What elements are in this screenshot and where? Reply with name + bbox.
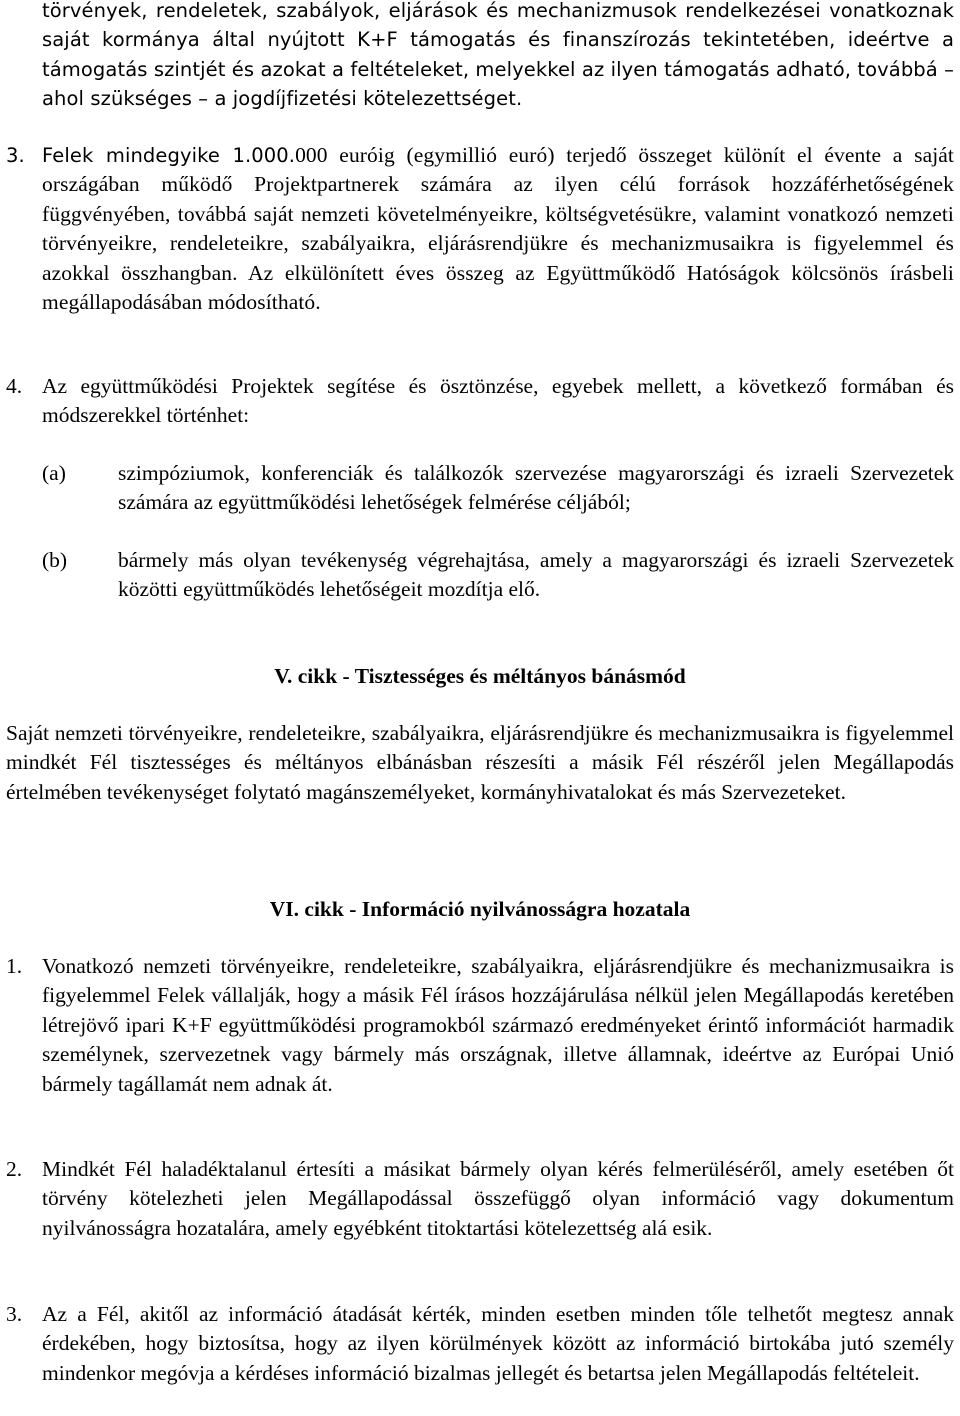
paragraph-3 <box>0 141 960 317</box>
paragraph-number: 1. <box>6 954 23 978</box>
fragment-paragraph <box>42 0 954 114</box>
article-5-text: Saját nemzeti törvényeikre, rendeleteikre, szabályaikra, eljárásrendjükre és mechanizmusaikra is figyelemmel mindkét Fél tisztességes és méltányos elbánásban részesíti a másik Fél részéről jelen Megállapodás értelmében tevékenységet folytató magánszemélyeket, kormányhivatalokat és más Szervezeteket. <box>6 721 954 804</box>
list-item-letter: (a) <box>42 461 66 485</box>
list-item-text: szimpóziumok, konferenciák és találkozók szervezése magyarországi és izraeli Szervezetek számára az együttműködési lehetőségek felmérése céljából; <box>118 461 954 515</box>
list-item-letter: (b) <box>42 548 68 572</box>
paragraph-4 <box>0 372 960 431</box>
paragraph-text: Mindkét Fél haladéktalanul értesíti a másikat bármely olyan kérés felmerüléséről, amely esetében őt törvény kötelezheti jelen Megállapodással összefüggő olyan információ vagy dokumentum nyilvánosságra hozatalára, amely egyébként titoktartási kötelezettség alá esik. <box>42 1157 954 1240</box>
article-6-paragraph <box>0 1300 960 1388</box>
article-6-paragraph <box>0 1155 960 1243</box>
paragraph-3-text: 000 euróig (egymillió euró) terjedő összeget különít el évente a saját országában működő Projektpartnerek számára az ilyen célú források hozzáférhetőségének függvényében, továbbá saját nemzeti követelményeikre, költségvetésükre, valamint vonatkozó nemzeti törvényeikre, rendeleteikre, szabályaikra, eljárásrendjükre és mechanizmusaikra is figyelemmel és azokkal összhangban. Az elkülönített éves összeg az Együttműködő Hatóságok kölcsönös írásbeli megállapodásában módosítható. <box>42 143 954 315</box>
paragraph-3-sans-part: Felek mindegyike 1.000. <box>42 144 296 167</box>
paragraph-text: Az a Fél, akitől az információ átadását kérték, minden esetben minden tőle telhetőt megtesz annak érdekében, hogy biztosítsa, hogy az ilyen körülmények között az információ birtokába jutó személy mindenkor megóvja a kérdéses információ bizalmas jellegét és betartsa jelen Megállapodás feltételeit. <box>42 1302 954 1385</box>
fragment-text: törvények, rendeletek, szabályok, eljárások és mechanizmusok rendelkezései vonatkoznak saját kormánya által nyújtott K+F támogatás és finanszírozás tekintetében, ideértve a támogatás szintjét és azokat a feltételeket, melyekkel az ilyen támogatás adható, továbbá – ahol szükséges – a jogdíjfizetési kötelezettséget. <box>42 0 954 111</box>
paragraph-text: Vonatkozó nemzeti törvényeikre, rendeleteikre, szabályaikra, eljárásrendjükre és mechanizmusaikra is figyelemmel Felek vállalják, hogy a másik Fél írásos hozzájárulása nélkül jelen Megállapodás keretében létrejövő ipari K+F együttműködési programokból származó eredményeket érintő információt harmadik személynek, szervezetnek vagy bármely más országnak, illetve államnak, ideértve az Európai Unió bármely tagállamát nem adnak át. <box>42 954 954 1096</box>
list-item <box>42 459 954 518</box>
paragraph-number: 3. <box>6 1302 23 1326</box>
article-6-paragraph <box>0 952 960 1099</box>
list-item <box>42 546 954 605</box>
paragraph-number: 4. <box>6 374 23 398</box>
paragraph-number: 2. <box>6 1157 23 1181</box>
paragraph-number: 3. <box>6 144 25 167</box>
list-item-text: bármely más olyan tevékenység végrehajtása, amely a magyarországi és izraeli Szervezetek közötti együttműködés lehetőségeit mozdítja elő. <box>118 548 954 602</box>
article-heading: VI. cikk - Információ nyilvánosságra hozatala <box>269 897 691 921</box>
paragraph-3-body <box>42 141 954 317</box>
paragraph-4-text: Az együttműködési Projektek segítése és ösztönzése, egyebek mellett, a következő formában és módszerekkel történhet: <box>42 374 954 428</box>
article-heading: V. cikk - Tisztességes és méltányos bánásmód <box>274 664 686 688</box>
